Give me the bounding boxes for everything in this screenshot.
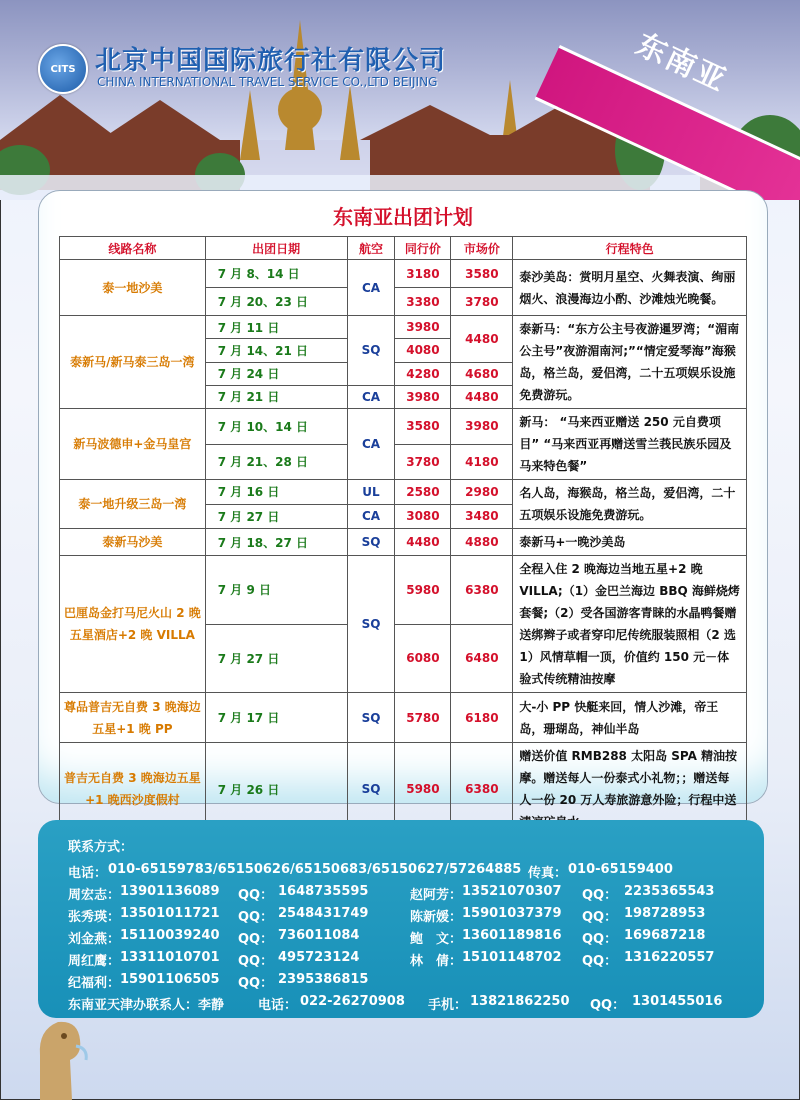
market-price: 3580 bbox=[451, 260, 513, 288]
fax-number: 010-65159400 bbox=[568, 862, 673, 877]
person-mobile: 13901136089 bbox=[120, 884, 220, 899]
table-row bbox=[60, 556, 747, 625]
market-price: 6380 bbox=[451, 743, 513, 836]
market-price: 4680 bbox=[451, 362, 513, 385]
cits-logo: CITS bbox=[38, 44, 88, 94]
person-qq: 495723124 bbox=[278, 950, 360, 965]
person-name: 周红鹰： bbox=[68, 954, 121, 969]
table-row bbox=[60, 529, 747, 556]
tianjin-mobile: 13821862250 bbox=[470, 994, 570, 1009]
airline-code: SQ bbox=[347, 316, 395, 386]
table-row bbox=[60, 409, 747, 445]
person-name: 陈新媛： bbox=[410, 910, 463, 925]
peer-price: 5980 bbox=[395, 556, 451, 625]
fax-label: 传真： bbox=[528, 866, 568, 881]
person-qq: 1316220557 bbox=[624, 950, 715, 965]
region-tag: 东南亚 bbox=[630, 27, 733, 100]
tianjin-phone-label: 电话： bbox=[258, 998, 298, 1013]
depart-date: 7 月 17 日 bbox=[205, 693, 347, 743]
depart-date: 7 月 26 日 bbox=[205, 743, 347, 836]
airline-code: CA bbox=[347, 409, 395, 480]
person-mobile: 15901106505 bbox=[120, 972, 220, 987]
tianjin-phone: 022-26270908 bbox=[300, 994, 405, 1009]
person-mobile: 13521070307 bbox=[462, 884, 562, 899]
person-name: 林 倩： bbox=[410, 954, 463, 969]
table-row bbox=[60, 260, 747, 288]
depart-date: 7 月 16 日 bbox=[205, 480, 347, 505]
schedule-title: 东南亚出团计划 bbox=[333, 205, 473, 229]
peer-price: 5780 bbox=[395, 693, 451, 743]
peer-price: 6080 bbox=[395, 624, 451, 693]
route-name: 泰新马/新马泰三岛一湾 bbox=[60, 316, 206, 409]
qq-label: QQ： bbox=[238, 976, 274, 991]
qq-label: QQ： bbox=[582, 888, 618, 903]
market-price: 6180 bbox=[451, 693, 513, 743]
market-price: 2980 bbox=[451, 480, 513, 505]
depart-date: 7 月 20、23 日 bbox=[205, 288, 347, 316]
route-features: 新马： “马来西亚赠送 250 元自费项目” “马来西亚再赠送雪兰莪民族乐园及马来特色餐” bbox=[513, 409, 747, 480]
qq-label: QQ： bbox=[582, 954, 618, 969]
peer-price: 2580 bbox=[395, 480, 451, 505]
tianjin-mobile-label: 手机： bbox=[428, 998, 468, 1013]
tianjin-label: 东南亚天津办联系人：李静 bbox=[68, 998, 225, 1013]
person-qq: 198728953 bbox=[624, 906, 706, 921]
peer-price: 3980 bbox=[395, 385, 451, 408]
person-mobile: 15101148702 bbox=[462, 950, 562, 965]
market-price: 3480 bbox=[451, 504, 513, 529]
person-mobile: 15901037379 bbox=[462, 906, 562, 921]
route-features: 泰新马+一晚沙美岛 bbox=[513, 529, 747, 556]
person-qq: 1648735595 bbox=[278, 884, 369, 899]
market-price: 6380 bbox=[451, 556, 513, 625]
airline-code: SQ bbox=[347, 556, 395, 693]
col-header-features: 行程特色 bbox=[513, 237, 747, 260]
person-name: 纪福利： bbox=[68, 976, 121, 991]
schedule-table bbox=[59, 236, 747, 836]
person-mobile: 13311010701 bbox=[120, 950, 220, 965]
phone-label: 电话： bbox=[68, 866, 108, 881]
depart-date: 7 月 10、14 日 bbox=[205, 409, 347, 445]
person-qq: 2548431749 bbox=[278, 906, 369, 921]
peer-price: 3580 bbox=[395, 409, 451, 445]
airline-code: SQ bbox=[347, 529, 395, 556]
airline-code: CA bbox=[347, 385, 395, 408]
qq-label: QQ： bbox=[238, 888, 274, 903]
route-name: 新马波德申+金马皇宫 bbox=[60, 409, 206, 480]
airline-code: SQ bbox=[347, 693, 395, 743]
qq-label: QQ： bbox=[238, 954, 274, 969]
route-name: 尊品普吉无自费 3 晚海边五星+1 晚 PP bbox=[60, 693, 206, 743]
route-name: 泰一地升级三岛一湾 bbox=[60, 480, 206, 529]
airline-code: SQ bbox=[347, 743, 395, 836]
depart-date: 7 月 27 日 bbox=[205, 504, 347, 529]
peer-price: 4080 bbox=[395, 339, 451, 362]
person-mobile: 15110039240 bbox=[120, 928, 220, 943]
peer-price: 3980 bbox=[395, 316, 451, 339]
person-qq: 2235365543 bbox=[624, 884, 715, 899]
peer-price: 3080 bbox=[395, 504, 451, 529]
depart-date: 7 月 14、21 日 bbox=[205, 339, 347, 362]
route-features: 赠送价值 RMB288 太阳岛 SPA 精油按摩。赠送每人一份泰式小礼物；；赠送每人一份 20 万人寿旅游意外险；行程中送 bbox=[513, 743, 747, 836]
col-header-peer-price: 同行价 bbox=[395, 237, 451, 260]
table-row bbox=[60, 480, 747, 505]
route-features: 大-小 PP 快艇来回，情人沙滩，帝王岛，珊瑚岛，神仙半岛 bbox=[513, 693, 747, 743]
phone-numbers: 010-65159783/65150626/65150683/65150627/57264885 bbox=[108, 862, 522, 877]
table-header-row bbox=[60, 237, 747, 260]
depart-date: 7 月 8、14 日 bbox=[205, 260, 347, 288]
schedule-panel bbox=[38, 190, 768, 807]
depart-date: 7 月 18、27 日 bbox=[205, 529, 347, 556]
depart-date: 7 月 11 日 bbox=[205, 316, 347, 339]
person-qq: 2395386815 bbox=[278, 972, 369, 987]
company-name-en: CHINA INTERNATIONAL TRAVEL SERVICE CO.,LTD BEIJING bbox=[97, 75, 438, 89]
market-price: 6480 bbox=[451, 624, 513, 693]
peer-price: 4480 bbox=[395, 529, 451, 556]
person-qq: 169687218 bbox=[624, 928, 706, 943]
tianjin-qq-label: QQ： bbox=[590, 998, 626, 1013]
contact-panel bbox=[38, 820, 764, 1018]
table-row bbox=[60, 316, 747, 339]
contact-heading: 联系方式： bbox=[68, 840, 134, 855]
depart-date: 7 月 21、28 日 bbox=[205, 444, 347, 480]
depart-date: 7 月 27 日 bbox=[205, 624, 347, 693]
airline-code: CA bbox=[347, 504, 395, 529]
airline-code: UL bbox=[347, 480, 395, 505]
depart-date: 7 月 9 日 bbox=[205, 556, 347, 625]
table-row bbox=[60, 693, 747, 743]
peer-price: 4280 bbox=[395, 362, 451, 385]
merlion-statue-illustration bbox=[30, 1010, 90, 1100]
col-header-market-price: 市场价 bbox=[451, 237, 513, 260]
qq-label: QQ： bbox=[582, 910, 618, 925]
route-features: 全程入住 2 晚海边当地五星+2 晚 VILLA;（1）金巴兰海边 BBQ 海鲜烧烤套餐;（2）受各国游客青睐的水晶鸭餐赠送绑辫子或者穿印尼传统服装照相（2 选 1）风情草帽一顶，价值约 150 元－体验式传统精油按摩 bbox=[513, 556, 747, 693]
person-mobile: 13601189816 bbox=[462, 928, 562, 943]
col-header-airline: 航空 bbox=[347, 237, 395, 260]
tianjin-qq: 1301455016 bbox=[632, 994, 723, 1009]
market-price: 3780 bbox=[451, 288, 513, 316]
company-name-cn: 北京中国国际旅行社有限公司 bbox=[95, 46, 447, 76]
route-features: 泰新马：“东方公主号夜游暹罗湾；“湄南公主号”夜游湄南河;”“情定爱琴海”海猴岛，格兰岛，爱侣湾，二十五项娱乐设施免费游玩。 bbox=[513, 316, 747, 409]
route-name: 普吉无自费 3 晚海边五星+1 晚西沙度假村 bbox=[60, 743, 206, 836]
depart-date: 7 月 21 日 bbox=[205, 385, 347, 408]
person-qq: 736011084 bbox=[278, 928, 360, 943]
route-name: 泰一地沙美 bbox=[60, 260, 206, 316]
col-header-route: 线路名称 bbox=[60, 237, 206, 260]
airline-code: CA bbox=[347, 260, 395, 316]
qq-label: QQ： bbox=[582, 932, 618, 947]
market-price: 4480 bbox=[451, 316, 513, 363]
depart-date: 7 月 24 日 bbox=[205, 362, 347, 385]
person-name: 赵阿芳： bbox=[410, 888, 463, 903]
col-header-date: 出团日期 bbox=[205, 237, 347, 260]
qq-label: QQ： bbox=[238, 932, 274, 947]
header-banner bbox=[0, 0, 800, 200]
market-price: 4180 bbox=[451, 444, 513, 480]
market-price: 4480 bbox=[451, 385, 513, 408]
route-name: 泰新马沙美 bbox=[60, 529, 206, 556]
market-price: 3980 bbox=[451, 409, 513, 445]
person-name: 刘金燕： bbox=[68, 932, 121, 947]
peer-price: 3780 bbox=[395, 444, 451, 480]
person-mobile: 13501011721 bbox=[120, 906, 220, 921]
route-name: 巴厘岛金打马尼火山 2 晚五星酒店+2 晚 VILLA bbox=[60, 556, 206, 693]
route-features: 名人岛，海猴岛，格兰岛，爱侣湾，二十五项娱乐设施免费游玩。 bbox=[513, 480, 747, 529]
route-features: 泰沙美岛：赏明月星空、火舞表演、绚丽烟火、浪漫海边小酌、沙滩烛光晚餐。 bbox=[513, 260, 747, 316]
peer-price: 5980 bbox=[395, 743, 451, 836]
peer-price: 3380 bbox=[395, 288, 451, 316]
person-name: 鲍 文： bbox=[410, 932, 463, 947]
person-name: 张秀瑛： bbox=[68, 910, 121, 925]
person-name: 周宏志： bbox=[68, 888, 121, 903]
peer-price: 3180 bbox=[395, 260, 451, 288]
market-price: 4880 bbox=[451, 529, 513, 556]
qq-label: QQ： bbox=[238, 910, 274, 925]
